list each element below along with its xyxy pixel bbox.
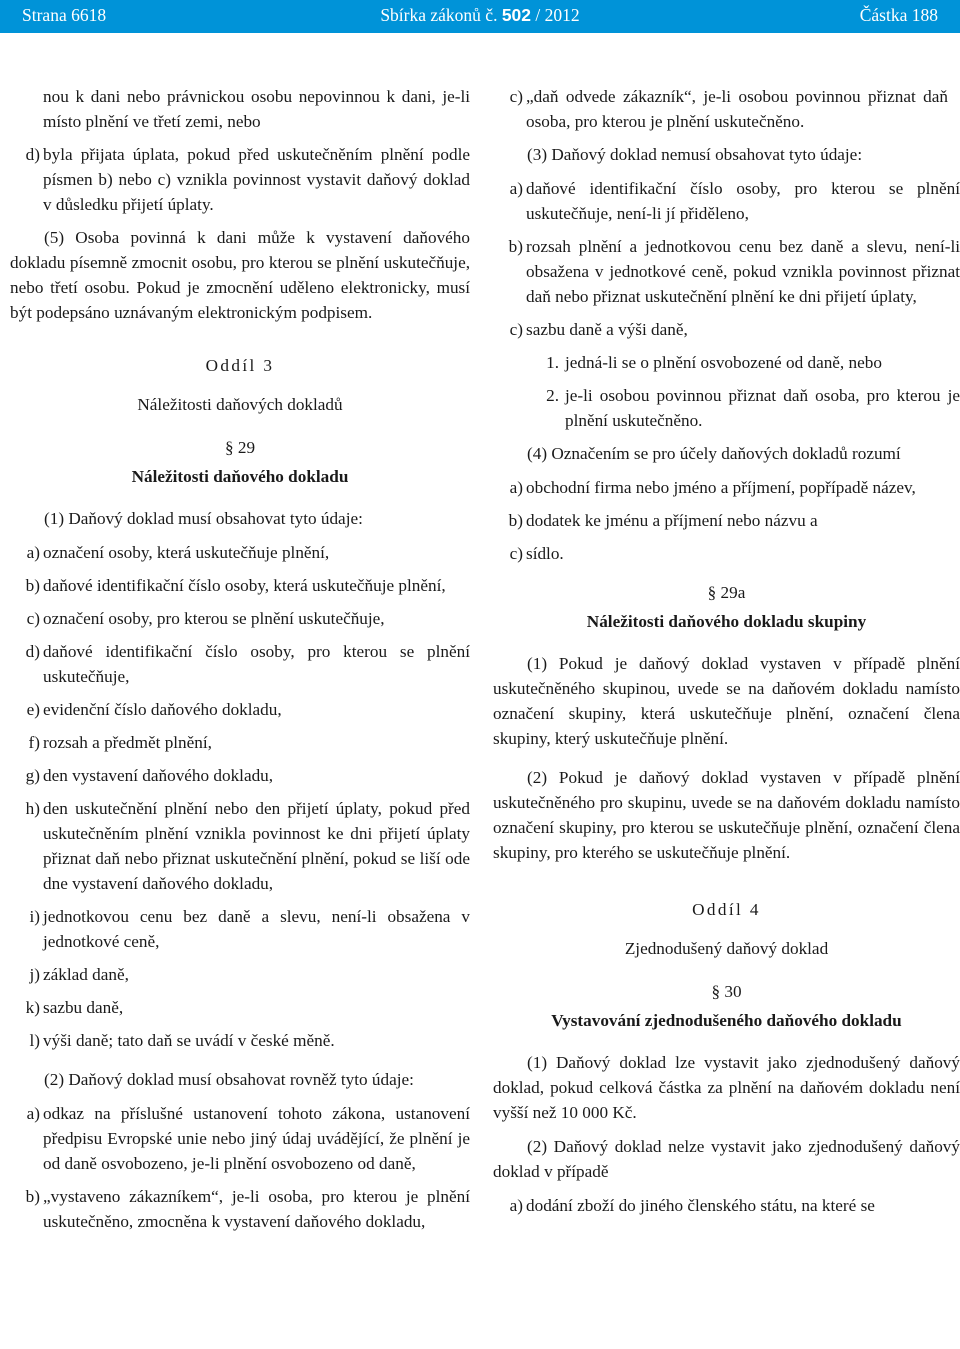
list-item-text: den uskutečnění plnění nebo den přijetí úplaty, pokud před uskutečněním plnění vznikla povinnost ke dni přijetí úplaty přiznat daň nebo přiznat uskutečnění plnění, pokud se liší ode dne vystavení daňového dokladu, xyxy=(43,799,470,893)
list-item-label: b) xyxy=(508,237,523,256)
collection-title xyxy=(0,5,960,26)
list-item xyxy=(10,962,470,987)
paragraph-30-number: § 30 xyxy=(711,982,742,1001)
list-item-label: c) xyxy=(509,320,523,339)
list-item-label: a) xyxy=(26,1104,40,1123)
law-number: 502 xyxy=(501,5,532,25)
list-item-label: h) xyxy=(25,799,40,818)
list-item xyxy=(10,606,470,631)
list-item xyxy=(10,697,470,722)
list-item-text: sazbu daně a výši daně, xyxy=(526,320,688,339)
list-item-text: daňové identifikační číslo osoby, která uskutečňuje plnění, xyxy=(43,576,446,595)
sub-list-item xyxy=(493,383,960,433)
right-column xyxy=(493,84,960,1226)
paragraph-3-list xyxy=(493,176,960,342)
list-item xyxy=(10,1184,470,1234)
list-item-text: „daň odvede zákazník“, je-li osobou povinnou přiznat daň osoba, pro kterou je plnění uskutečněno. xyxy=(526,87,948,131)
paragraph-3-intro: (3) Daňový doklad nemusí obsahovat tyto údaje: xyxy=(527,145,863,164)
paragraph-title: Náležitosti daňového dokladu xyxy=(131,467,349,486)
list-item-text: byla přijata úplata, pokud před uskutečněním plnění podle písmen b) nebo c) vznikla povinnost vystavit daňový doklad v důsledku přijetí úplaty. xyxy=(43,145,470,214)
list-item-label: a) xyxy=(509,179,523,198)
list-item xyxy=(10,142,470,217)
section-4-name: Zjednodušený daňový doklad xyxy=(624,939,829,958)
list-item-text: odkaz na příslušné ustanovení tohoto zákona, ustanovení předpisu Evropské unie nebo jiný údaj uvádějící, že plnění je od daně osvobozeno, je-li plnění osvobozeno od daně, xyxy=(43,1104,470,1173)
list-item xyxy=(493,508,960,533)
list-item-text: sídlo. xyxy=(526,544,564,563)
page-number: Strana 6618 xyxy=(22,5,107,25)
sub-list-item xyxy=(493,350,960,375)
paragraph-1-intro: (1) Daňový doklad musí obsahovat tyto údaje: xyxy=(44,509,363,528)
list-item-label: k) xyxy=(25,998,40,1017)
page-header xyxy=(0,0,960,33)
paragraph-30-1: (1) Daňový doklad lze vystavit jako zjednodušený daňový doklad, pokud celková částka za plnění na daňovém dokladu není vyšší než 10 000 Kč. xyxy=(493,1053,960,1122)
list-item xyxy=(10,904,470,954)
paragraph-29a-2: (2) Pokud je daňový doklad vystaven v případě plnění uskutečněného pro skupinu, uvede se na daňovém dokladu namísto označení skupiny, pro kterou se uskutečňuje plnění, označení člena skupiny, pro kterého se uskutečňuje plnění. xyxy=(493,768,960,862)
list-item-text: daňové identifikační číslo osoby, pro kterou se plnění uskutečňuje, není-li jí přiděleno, xyxy=(526,179,960,223)
list-item xyxy=(493,317,960,342)
paragraph-29a-1: (1) Pokud je daňový doklad vystaven v případě plnění uskutečněného skupinou, uvede se na daňovém dokladu namísto označení skupiny, která uskutečňuje plnění, označení člena skupiny, který uskutečňuje plnění. xyxy=(493,654,960,748)
paragraph-3-sublist xyxy=(493,350,960,433)
list-item xyxy=(10,84,470,134)
list-item-text: základ daně, xyxy=(43,965,129,984)
left-column xyxy=(10,84,470,1242)
paragraph-5: (5) Osoba povinná k dani může k vystavení daňového dokladu písemně zmocnit osobu, pro kterou se plnění uskutečňuje, nebo třetí osobu. Pokud je zmocnění uděleno elektronicky, musí být podepsáno uznávaným elektronickým podpisem. xyxy=(10,228,470,322)
part-number: Částka 188 xyxy=(859,5,938,25)
section-label: Oddíl 3 xyxy=(205,356,275,375)
list-item-label: d) xyxy=(25,145,40,164)
list-item xyxy=(10,730,470,755)
paragraph-2-intro: (2) Daňový doklad musí obsahovat rovněž tyto údaje: xyxy=(44,1070,414,1089)
list-item xyxy=(10,540,470,565)
paragraph-4-list xyxy=(493,475,960,566)
list-item-label: 2. xyxy=(546,386,559,405)
list-item-label: j) xyxy=(29,965,40,984)
list-item-label: c) xyxy=(509,544,523,563)
list-item-text: jednotkovou cenu bez daně a slevu, není-li obsažena v jednotkové ceně, xyxy=(43,907,470,951)
list-item-text: obchodní firma nebo jméno a příjmení, popřípadě název, xyxy=(526,478,916,497)
list-item xyxy=(493,1193,960,1218)
list-item-label: e) xyxy=(26,700,40,719)
list-item-label: a) xyxy=(509,1196,523,1215)
list-item-text: označení osoby, pro kterou se plnění uskutečňuje, xyxy=(43,609,385,628)
list-item xyxy=(493,176,960,226)
list-item xyxy=(10,796,470,896)
paragraph-30-title: Vystavování zjednodušeného daňového dokladu xyxy=(551,1011,902,1030)
paragraph-1-list xyxy=(10,540,470,1053)
list-item-text: výši daně; tato daň se uvádí v české měně. xyxy=(43,1031,335,1050)
list-item xyxy=(493,234,960,309)
list-item-text: evidenční číslo daňového dokladu, xyxy=(43,700,282,719)
list-item-label: i) xyxy=(29,907,40,926)
list-item-label: a) xyxy=(26,543,40,562)
paragraph-number: § 29 xyxy=(224,438,256,457)
list-item-text: dodání zboží do jiného členského státu, na které se xyxy=(526,1196,875,1215)
list-item-label: f) xyxy=(28,733,40,752)
list-item-text: „vystaveno zákazníkem“, je-li osoba, pro kterou je plnění uskutečněno, zmocněna k vystavení daňového dokladu, xyxy=(43,1187,470,1231)
list-item-text: daňové identifikační číslo osoby, pro kterou se plnění uskutečňuje, xyxy=(43,642,470,686)
list-item-text: sazbu daně, xyxy=(43,998,124,1017)
list-item-label: a) xyxy=(509,478,523,497)
list-item xyxy=(10,763,470,788)
list-item-text: označení osoby, která uskutečňuje plnění, xyxy=(43,543,330,562)
list-item-text: nou k dani nebo právnickou osobu nepovinnou k dani, je-li místo plnění ve třetí zemi, nebo xyxy=(43,87,470,131)
paragraph-29a-title: Náležitosti daňového dokladu skupiny xyxy=(586,612,867,631)
list-item-label: b) xyxy=(25,576,40,595)
paragraph-30-2: (2) Daňový doklad nelze vystavit jako zjednodušený daňový doklad v případě xyxy=(493,1137,960,1181)
paragraph-4-intro: (4) Označením se pro účely daňových dokladů rozumí xyxy=(527,444,901,463)
list-item-label: b) xyxy=(25,1187,40,1206)
section-4-label: Oddíl 4 xyxy=(692,900,761,919)
list-item-label: b) xyxy=(508,511,523,530)
list-item-text: den vystavení daňového dokladu, xyxy=(43,766,274,785)
collection-prefix: Sbírka zákonů č. xyxy=(380,5,498,25)
list-item xyxy=(493,541,960,566)
list-item-text: dodatek ke jménu a příjmení nebo názvu a xyxy=(526,511,818,530)
list-item xyxy=(10,1101,470,1176)
list-item xyxy=(493,475,960,500)
list-item xyxy=(10,573,470,598)
law-year: / 2012 xyxy=(535,5,580,25)
list-item-label: l) xyxy=(29,1031,40,1050)
list-item-text: rozsah plnění a jednotkovou cenu bez daně a slevu, není-li obsažena v jednotkové ceně, pokud vznikla povinnost přiznat daň nebo přiznat uskutečnění plnění ke dni přijetí úplaty, xyxy=(526,237,960,306)
list-item xyxy=(10,995,470,1020)
list-item-label: g) xyxy=(25,766,40,785)
list-item xyxy=(10,639,470,689)
paragraph-2-list xyxy=(10,1101,470,1234)
list-item-label: 1. xyxy=(546,353,559,372)
list-item xyxy=(10,1028,470,1053)
list-item-text: rozsah a předmět plnění, xyxy=(43,733,212,752)
list-item-text: jedná-li se o plnění osvobozené od daně, nebo xyxy=(565,353,882,372)
list-item-text: je-li osobou povinnou přiznat daň osoba, pro kterou je plnění uskutečněno. xyxy=(565,386,960,430)
list-item-label: c) xyxy=(509,87,523,106)
list-item-label: c) xyxy=(26,609,40,628)
list-item-label: d) xyxy=(25,642,40,661)
paragraph-29a-number: § 29a xyxy=(707,583,746,602)
list-item xyxy=(493,84,960,134)
section-name: Náležitosti daňových dokladů xyxy=(137,395,343,414)
